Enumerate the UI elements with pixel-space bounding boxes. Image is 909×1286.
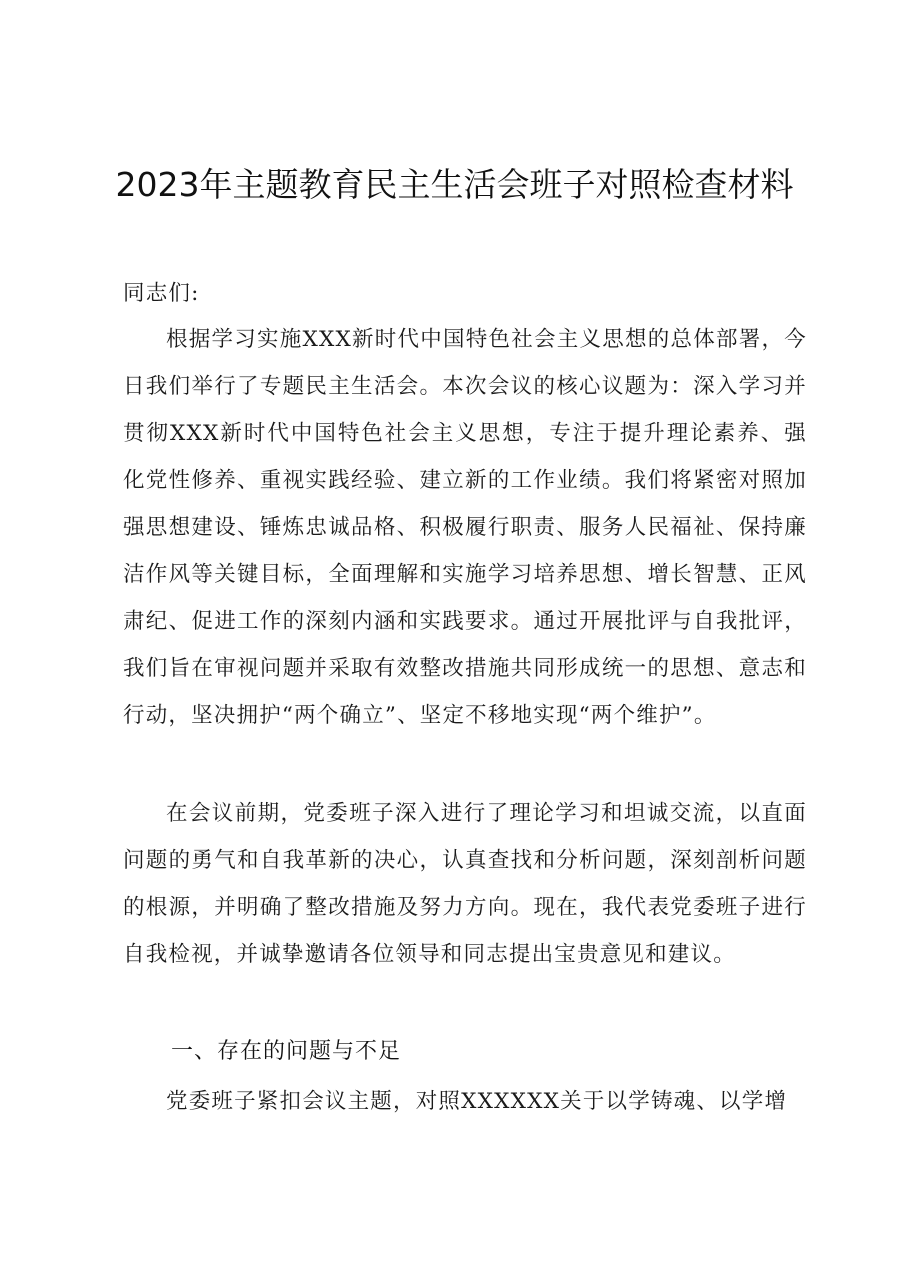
paragraph-intro: 根据学习实施XXX新时代中国特色社会主义思想的总体部署，今日我们举行了专题民主生活会。本次会议的核心议题为：深入学习并贯彻XXX新时代中国特色社会主义思想，专注于提升理论素养、强化党性修养、重视实践经验、建立新的工作业绩。我们将紧密对照加强思想建设、锤炼忠诚品格、积极履行职责、服务人民福祉、保持廉洁作风等关键目标，全面理解和实施学习培养思想、增长智慧、正风肃纪、促进工作的深刻内涵和实践要求。通过开展批评与自我批评，我们旨在审视问题并采取有效整改措施共同形成统一的思想、意志和行动，坚决拥护“两个确立”、坚定不移地实现“两个维护”。 (123, 327, 807, 728)
paragraph-preparation: 在会议前期，党委班子深入进行了理论学习和坦诚交流，以直面问题的勇气和自我革新的决心，认真查找和分析问题，深刻剖析问题的根源，并明确了整改措施及努力方向。现在，我代表党委班子进行自我检视，并诚挚邀请各位领导和同志提出宝贵意见和建议。 (123, 801, 807, 967)
section-paragraph: 党委班子紧扣会议主题，对照XXXXXX关于以学铸魂、以学增 (166, 1089, 788, 1114)
document-title: 2023年主题教育民主生活会班子对照检查材料 (115, 165, 794, 204)
section-heading: 一、存在的问题与不足 (171, 1039, 402, 1064)
greeting: 同志们: (123, 281, 200, 306)
